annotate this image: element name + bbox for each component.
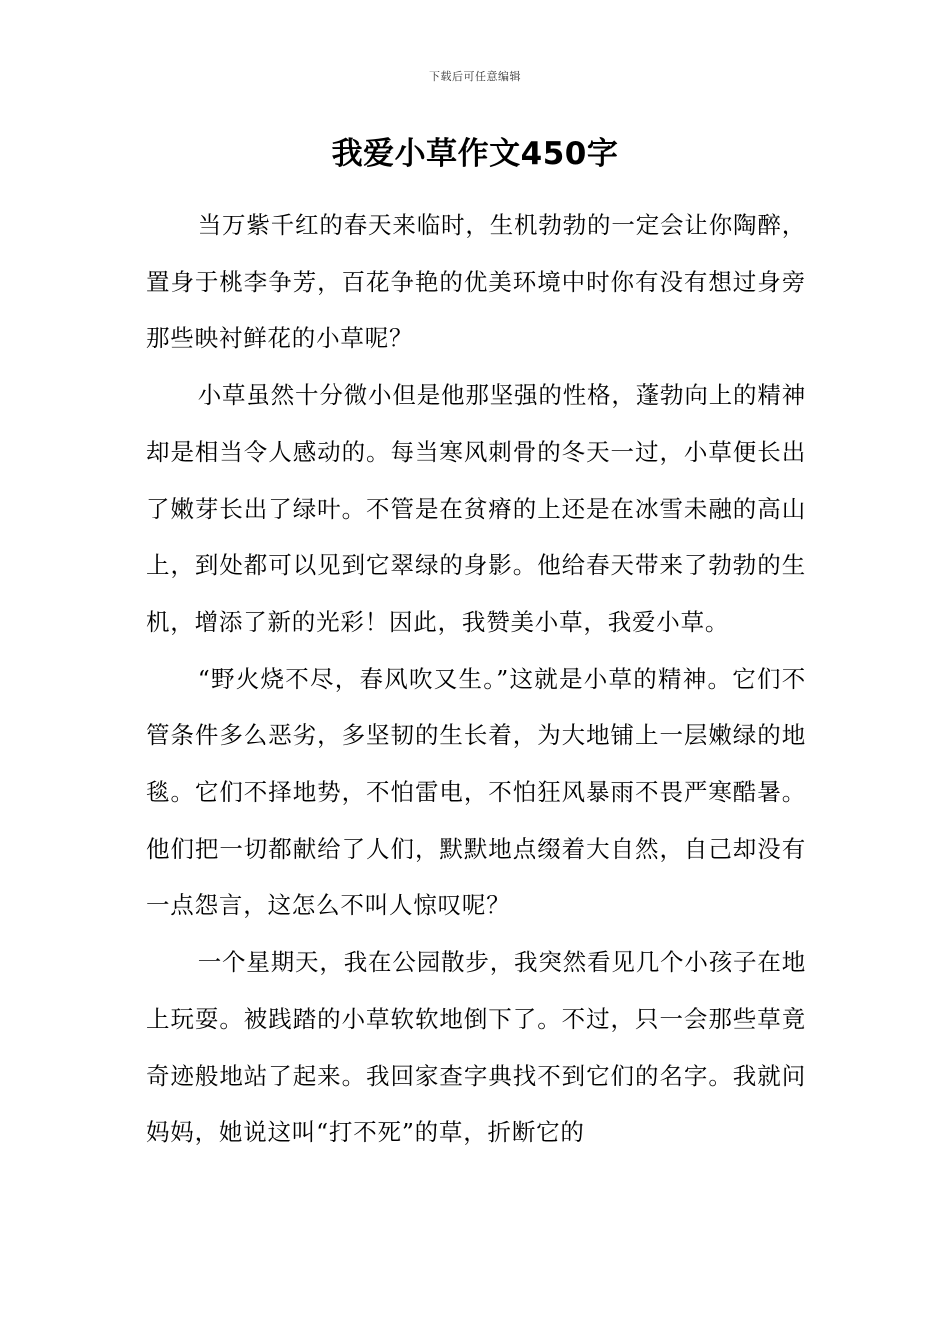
header-note: 下载后可任意编辑 [429, 70, 521, 83]
paragraph-1: 当万紫千红的春天来临时，生机勃勃的一定会让你陶醉，置身于桃李争芳，百花争艳的优美环境中时你有没有想过身旁那些映衬鲜花的小草呢？ [146, 211, 806, 353]
paragraph-2: 小草虽然十分微小但是他那坚强的性格，蓬勃向上的精神却是相当令人感动的。每当寒风刺骨的冬天一过，小草便长出了嫩芽长出了绿叶。不管是在贫瘠的上还是在冰雪未融的高山上，到处都可以见到它翠绿的身影。他给春天带来了勃勃的生机，增添了新的光彩！因此，我赞美小草，我爱小草。 [146, 381, 806, 636]
essay-body [146, 197, 806, 1161]
document-title: 我爱小草作文450字 [331, 136, 619, 172]
paragraph-3: “野火烧不尽，春风吹又生。”这就是小草的精神。它们不管条件多么恶劣，多坚韧的生长着，为大地铺上一层嫩绿的地毯。它们不择地势，不怕雷电，不怕狂风暴雨不畏严寒酷暑。他们把一切都献给了人们，默默地点缀着大自然，自己却没有一点怨言，这怎么不叫人惊叹呢？ [146, 664, 806, 920]
paragraph-4: 一个星期天，我在公园散步，我突然看见几个小孩子在地上玩耍。被践踏的小草软软地倒下了。不过，只一会那些草竟奇迹般地站了起来。我回家查字典找不到它们的名字。我就问妈妈，她说这叫“打不死”的草，折断它的 [146, 948, 806, 1147]
